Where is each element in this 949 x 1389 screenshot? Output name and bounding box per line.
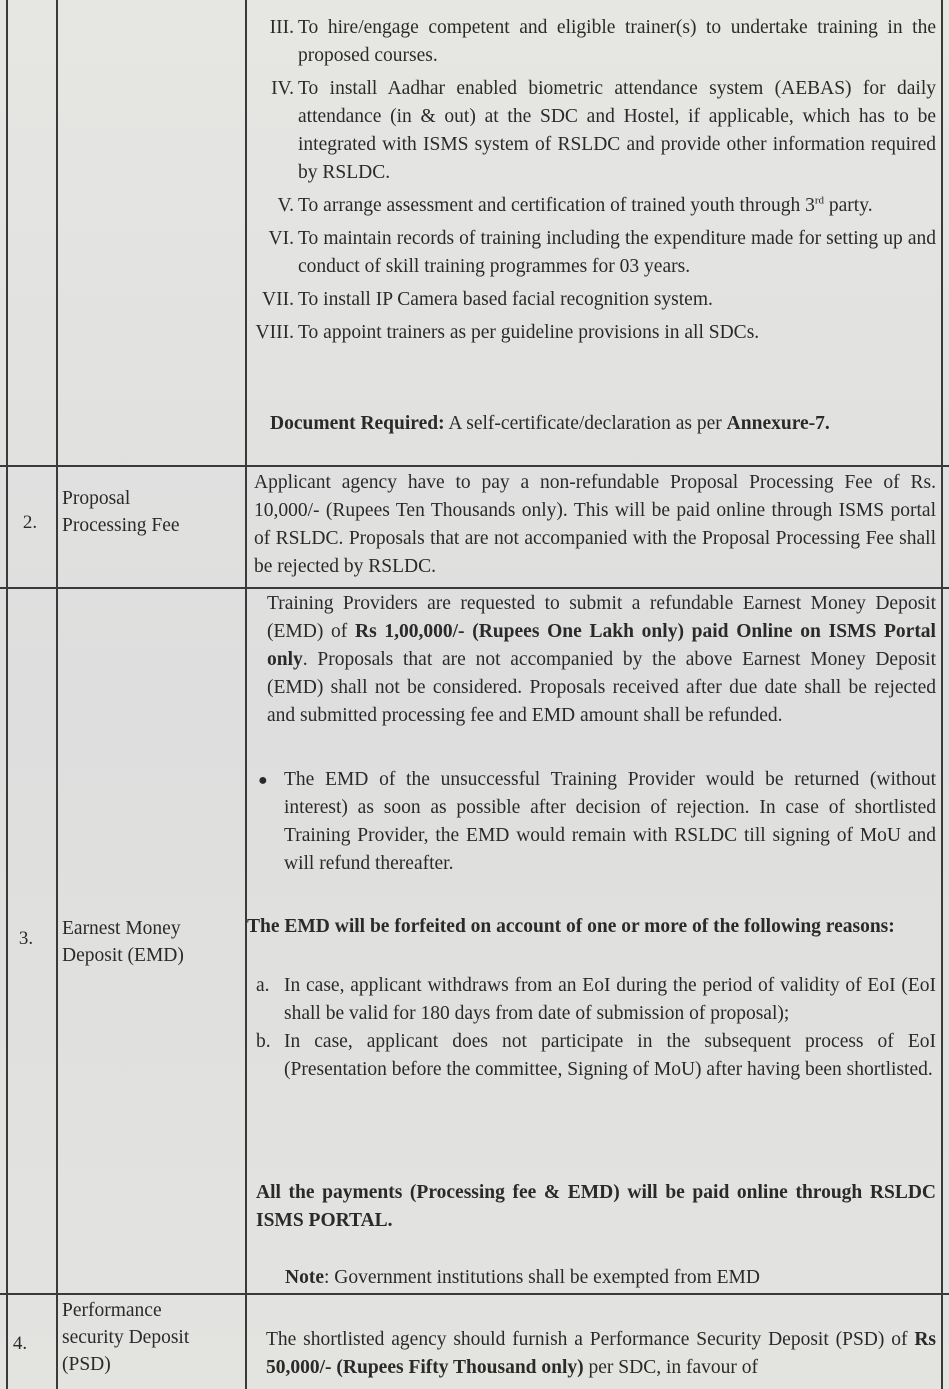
table-divider-number (56, 0, 58, 1389)
list-item (246, 192, 936, 220)
forfeit-reasons (256, 972, 936, 1084)
ordinal-superscript: rd (814, 194, 825, 207)
list-item-text: In case, applicant withdraws from an EoI during the period of validity of EoI (EoI shall be valid for 180 days from date of submission of proposal); (284, 975, 936, 1024)
document-required-label: Document Required: (270, 413, 445, 434)
list-item-number: V. (277, 195, 294, 216)
forfeit-heading (247, 913, 936, 941)
list-item-number: IV. (271, 78, 294, 99)
note-label: Note (285, 1267, 324, 1288)
row-label-processing-fee: Proposal Processing Fee (62, 488, 180, 536)
note-line (285, 1264, 936, 1292)
emd-text: . Proposals that are not accompanied by the above Earnest Money Deposit (EMD) shall not be considered. Proposals received after due date shall be rejected and submitted processing fee and EMD amount shall be refunded. (267, 649, 936, 726)
payments-text: All the payments (Processing fee & EMD) will be paid online through RSLDC ISMS PORTAL. (256, 1182, 936, 1231)
list-item-text: In case, applicant does not participate in the subsequent process of EoI (Presentation before the committee, Signing of MoU) after having been shortlisted. (284, 1031, 936, 1080)
responsibilities-list (246, 14, 936, 352)
list-item-text: To install IP Camera based facial recognition system. (298, 289, 713, 310)
table-border-left (6, 0, 8, 1389)
list-item-text: To arrange assessment and certification of trained youth through 3 (298, 195, 815, 216)
bullet-text: The EMD of the unsuccessful Training Provider would be returned (without interest) as soon as possible after decision of rejection. In case of shortlisted Training Provider, the EMD would remain with RSLDC till signing of MoU and will refund thereafter. (284, 769, 936, 874)
list-item-number: VI. (268, 228, 294, 249)
document-required-line (270, 410, 936, 438)
list-item-text: To install Aadhar enabled biometric attendance system (AEBAS) for daily attendance (in & out) at the SDC and Hostel, if applicable, which has to be integrated with ISMS system of RSLDC and provide other information required by RSLDC. (298, 78, 936, 183)
note-text: : Government institutions shall be exempted from EMD (323, 1267, 760, 1288)
list-item-number: a. (256, 975, 270, 996)
emd-amount: Rs 1,00,000/- (Rupees One Lakh only) paid Online on ISMS Portal only (267, 621, 936, 670)
document-required-text: A self-certificate/declaration as per (444, 413, 727, 434)
row-divider-2 (0, 465, 949, 467)
row-label-psd: Performance security Deposit (PSD) (62, 1300, 190, 1375)
list-item-number: III. (269, 17, 294, 38)
list-item (256, 972, 936, 1028)
list-item (246, 286, 936, 314)
psd-text-part: The shortlisted agency should furnish a Performance Security Deposit (PSD) of (266, 1329, 915, 1350)
row-number-4: 4. (12, 1333, 28, 1354)
list-item-number: VII. (262, 289, 294, 310)
list-item (246, 319, 936, 347)
row-divider-4 (0, 1293, 949, 1295)
list-item (246, 14, 936, 70)
list-item-number: b. (256, 1031, 271, 1052)
row-number-2: 2. (22, 512, 38, 533)
list-item-text: party. (824, 195, 873, 216)
forfeit-heading-text: The EMD will be forfeited on account of one or more of the following reasons: (247, 916, 895, 937)
list-item (256, 1028, 936, 1084)
list-item (246, 75, 936, 187)
emd-bullet (256, 766, 936, 878)
list-item-text: To hire/engage competent and eligible trainer(s) to undertake training in the proposed courses. (298, 17, 936, 66)
psd-amount: Rs 50,000/- (Rupees Fifty Thousand only) (266, 1329, 936, 1378)
emd-text: Training Providers are requested to submit a refundable Earnest Money Deposit (EMD) of (267, 593, 936, 642)
row-number-3: 3. (18, 928, 34, 949)
list-item-number: VIII. (255, 322, 294, 343)
psd-text (266, 1326, 936, 1382)
payments-statement (256, 1179, 936, 1235)
row-divider-3 (0, 587, 949, 589)
bullet-item (256, 766, 936, 878)
list-item-text: To maintain records of training including the expenditure made for setting up and conduct of skill training programmes for 03 years. (298, 228, 936, 277)
table-border-right (941, 0, 943, 1389)
psd-text-part: per SDC, in favour of (583, 1357, 759, 1378)
emd-paragraph (267, 590, 936, 730)
list-item-text: To appoint trainers as per guideline provisions in all SDCs. (298, 322, 760, 343)
bullet-icon: ● (258, 772, 268, 789)
list-item (246, 225, 936, 281)
processing-fee-text: Applicant agency have to pay a non-refundable Proposal Processing Fee of Rs. 10,000/- (Rupees Ten Thousands only). This will be paid online through ISMS portal of RSLDC. Proposals that are not accompanied with the Proposal Processing Fee shall be rejected by RSLDC. (254, 472, 936, 577)
annexure-reference: Annexure-7. (726, 413, 830, 434)
row-label-emd: Earnest Money Deposit (EMD) (62, 918, 184, 966)
